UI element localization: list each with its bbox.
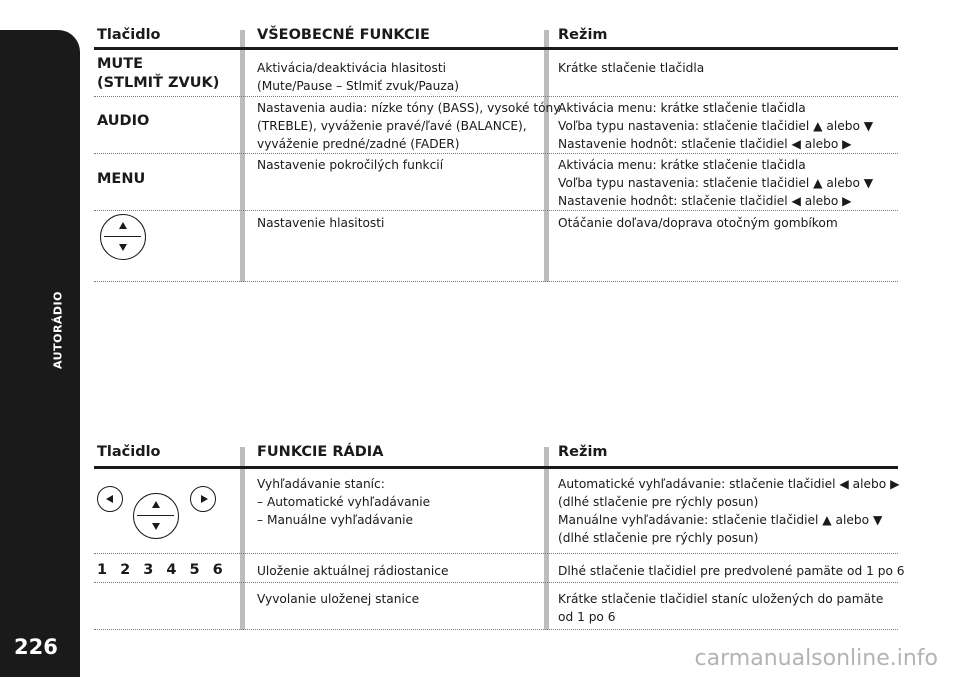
row-divider (94, 553, 898, 554)
row-divider (94, 153, 898, 154)
watermark: carmanualsonline.info (694, 646, 938, 671)
section-label: AUTORÁDIO (51, 290, 65, 370)
column-divider (240, 30, 245, 282)
side-tab (0, 30, 80, 677)
table2-header-mode: Režim (558, 444, 608, 460)
volume-knob-up-down-icon (100, 214, 146, 260)
seek-right-icon (190, 486, 216, 512)
column-divider (240, 447, 245, 630)
function-text: Nastavenie hlasitosti (257, 216, 385, 230)
mode-text: Aktivácia menu: krátke stlačenie tlačidla Voľba typu nastavenia: stlačenie tlačidiel ▲ alebo ▼ Nastavenie hodnôt: stlačenie tlačidiel ◀ alebo ▶ (558, 101, 874, 151)
row-divider (94, 96, 898, 97)
table2-header-function: FUNKCIE RÁDIA (257, 444, 384, 460)
button-menu: MENU (97, 171, 146, 187)
button-mute: MUTE (STLMIŤ ZVUK) (97, 56, 220, 91)
page-number: 226 (14, 635, 58, 659)
tune-up-down-icon (133, 493, 179, 539)
mode-text: Dlhé stlačenie tlačidiel pre predvolené pamäte od 1 po 6 (558, 564, 905, 578)
preset-buttons: 1 2 3 4 5 6 (97, 562, 227, 578)
function-text: Uloženie aktuálnej rádiostanice (257, 564, 449, 578)
table2-header-button: Tlačidlo (97, 444, 161, 460)
row-divider (94, 629, 898, 630)
function-text: Nastavenie pokročilých funkcií (257, 158, 444, 172)
function-text: Vyhľadávanie staníc: – Automatické vyhľadávanie – Manuálne vyhľadávanie (257, 477, 431, 527)
seek-left-icon (97, 486, 123, 512)
header-rule (94, 47, 898, 50)
function-text: Aktivácia/deaktivácia hlasitosti (Mute/Pause – Stlmiť zvuk/Pauza) (257, 61, 459, 93)
button-audio: AUDIO (97, 113, 150, 129)
column-divider (544, 30, 549, 282)
row-divider (94, 582, 898, 583)
header-rule (94, 466, 898, 469)
mode-text: Krátke stlačenie tlačidla (558, 61, 705, 75)
row-divider (94, 281, 898, 282)
table1-header-function: VŠEOBECNÉ FUNKCIE (257, 27, 430, 43)
table1-header-button: Tlačidlo (97, 27, 161, 43)
mode-text: Otáčanie doľava/doprava otočným gombíkom (558, 216, 838, 230)
function-text: Nastavenia audia: nízke tóny (BASS), vysoké tóny (TREBLE), vyváženie pravé/ľavé (BALANCE), vyváženie predné/zadné (FADER) (257, 101, 561, 151)
mode-text: Krátke stlačenie tlačidiel staníc uložených do pamäte od 1 po 6 (558, 592, 884, 624)
function-text: Vyvolanie uloženej stanice (257, 592, 420, 606)
mode-text: Automatické vyhľadávanie: stlačenie tlačidiel ◀ alebo ▶ (dlhé stlačenie pre rýchly posun) Manuálne vyhľadávanie: stlačenie tlačidiel ▲ alebo ▼ (dlhé stlačenie pre rýchly posun) (558, 477, 900, 545)
mode-text: Aktivácia menu: krátke stlačenie tlačidla Voľba typu nastavenia: stlačenie tlačidiel ▲ alebo ▼ Nastavenie hodnôt: stlačenie tlačidiel ◀ alebo ▶ (558, 158, 874, 208)
table1-header-mode: Režim (558, 27, 608, 43)
column-divider (544, 447, 549, 630)
row-divider (94, 210, 898, 211)
